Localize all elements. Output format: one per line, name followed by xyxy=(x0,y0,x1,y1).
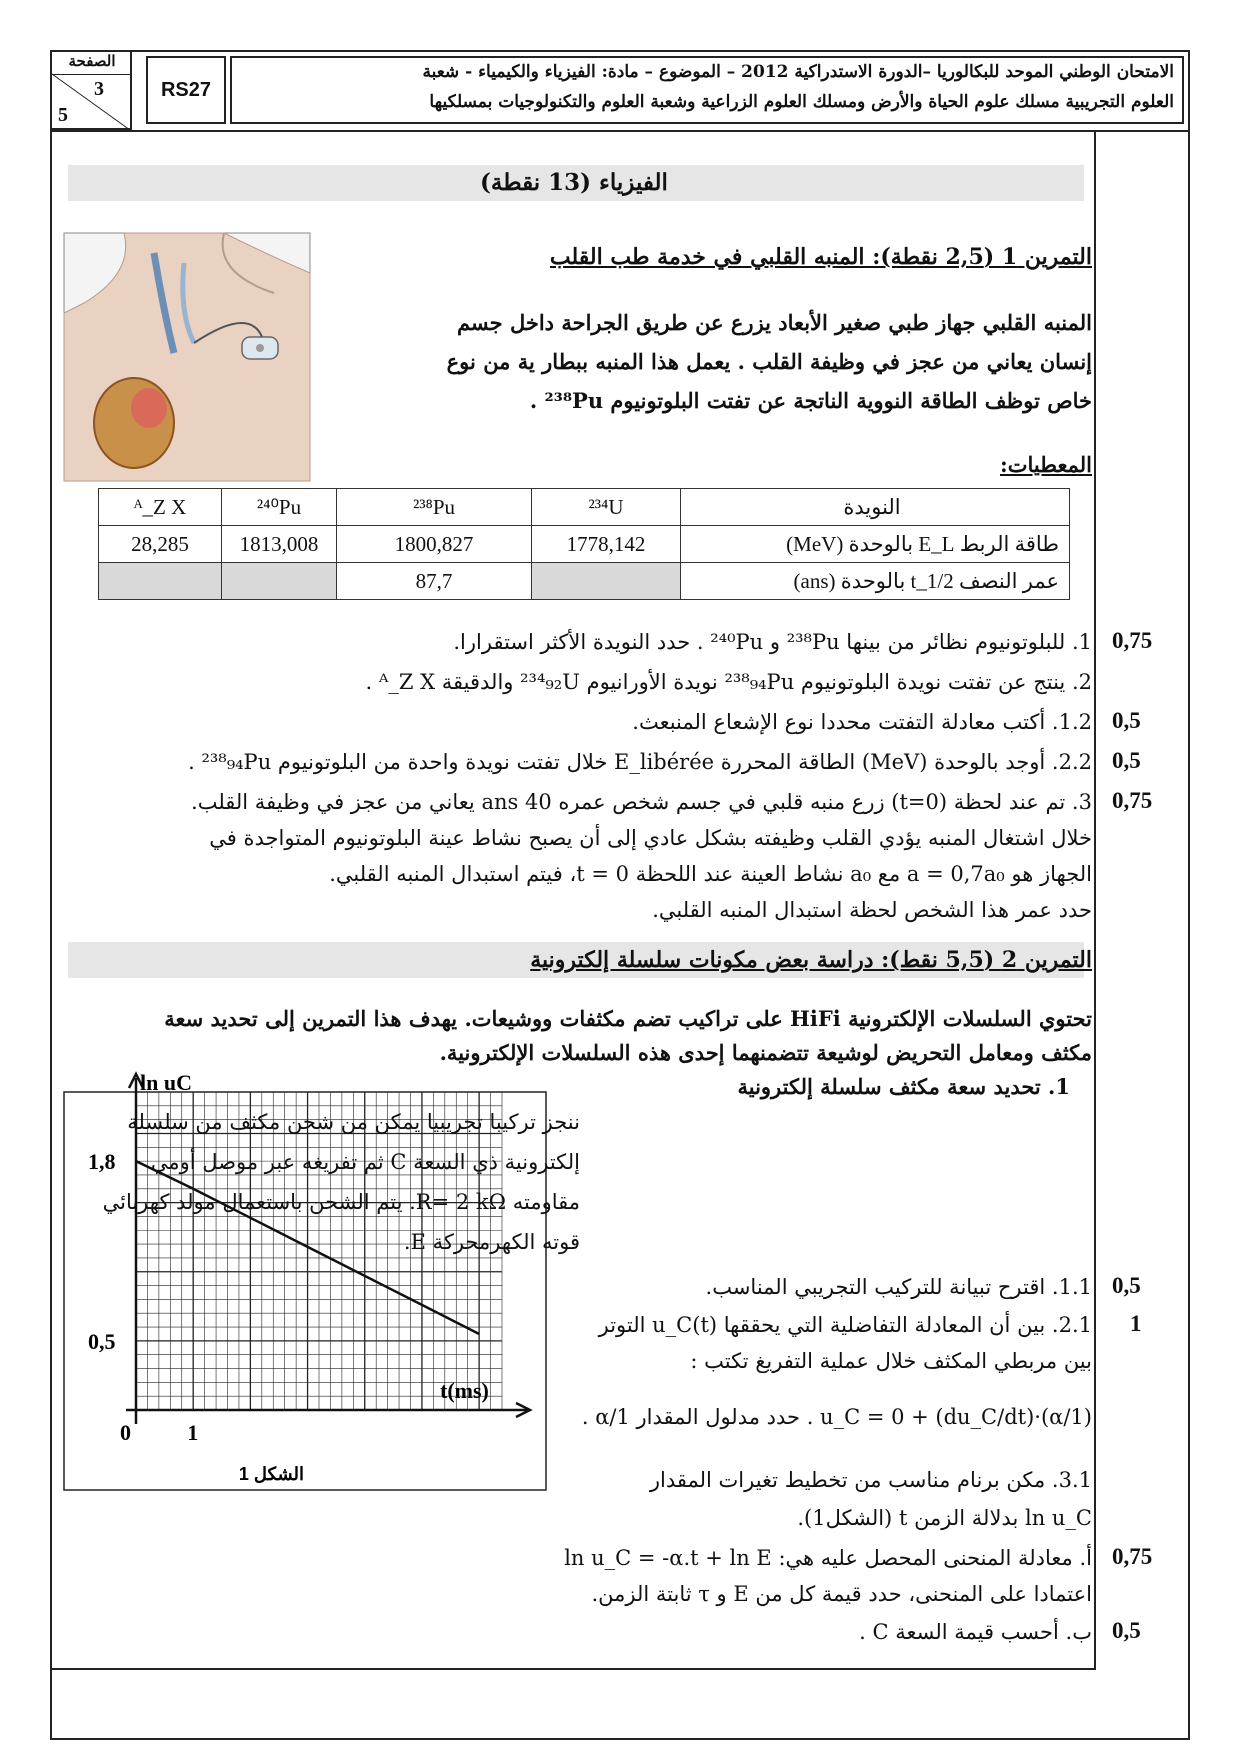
ex1-q3-3: الجهاز هو a = 0,7a₀ مع a₀ نشاط العينة عند اللحظة t = 0، فيتم استبدال المنبه القلبي. xyxy=(329,862,1092,886)
ex2-q12-3: (1/α)·(du_C/dt) + u_C = 0 . حدد مدلول المقدار 1/α . xyxy=(581,1405,1092,1429)
x-axis-label: t(ms) xyxy=(440,1378,489,1403)
page-number-box xyxy=(50,50,132,130)
ex1-intro-3: خاص توظف الطاقة النووية الناتجة عن تفتت البلوتونيوم ²³⁸Pu . xyxy=(529,388,1092,413)
score-qb: 0,5 xyxy=(1112,1618,1141,1643)
y-axis-label: ln uC xyxy=(140,1070,192,1095)
table-cell: 1778,142 xyxy=(532,526,681,563)
ex1-q22: 2.2. أوجد بالوحدة (MeV) الطاقة المحررة E_libérée خلال تفتت نويدة واحدة من البلوتونيوم ²³⁸₉₄Pu . xyxy=(188,750,1092,774)
ex2-q12-1: 2.1. بين أن المعادلة التفاضلية التي يحققها u_C(t) التوتر xyxy=(598,1313,1092,1337)
ex2-part1-text-1: ننجز تركيبا تجريبيا يمكن من شحن مكثف من سلسلة xyxy=(127,1110,580,1134)
ex2-part1-text-2: إلكترونية ذي السعة C ثم تفريغه عبر موصل أومي xyxy=(150,1150,580,1174)
table-row xyxy=(99,563,1070,600)
page-label: الصفحة xyxy=(52,52,132,75)
ex2-qa-1: أ. معادلة المنحنى المحصل عليه هي: ln u_C = -α.t + ln E xyxy=(564,1546,1092,1570)
pacemaker-illustration xyxy=(64,233,310,481)
table-cell: 1800,827 xyxy=(337,526,532,563)
score-q21: 0,5 xyxy=(1112,708,1141,733)
score-q22: 0,5 xyxy=(1112,748,1141,773)
header-line-1: الامتحان الوطني الموحد للبكالوريا –الدورة الاستدراكية 2012 – الموضوع – مادة: الفيزياء والكيمياء - شعبة xyxy=(422,62,1174,82)
ex2-intro-1: تحتوي السلسلات الإلكترونية HiFi على تراكيب تضم مكثفات ووشيعات. يهدف هذا التمرين إلى تحديد سعة xyxy=(164,1006,1092,1031)
bottom-rule xyxy=(50,1668,1096,1670)
table-cell xyxy=(532,563,681,600)
table-cell: ²³⁸Pu xyxy=(337,489,532,526)
score-q1: 0,75 xyxy=(1112,628,1153,653)
ex2-q13-2: ln u_C بدلالة الزمن t (الشكل1). xyxy=(797,1506,1092,1530)
figure-caption: الشكل 1 xyxy=(238,1464,304,1484)
ex1-intro-1: المنبه القلبي جهاز طبي صغير الأبعاد يزرع عن طريق الجراحة داخل جسم xyxy=(456,310,1092,335)
table-cell: ᴬ_Z X xyxy=(99,489,222,526)
table-cell: النويدة xyxy=(681,489,1070,526)
data-label: المعطيات: xyxy=(1000,452,1092,477)
ex2-q12-2: بين مربطي المكثف خلال عملية التفريغ تكتب : xyxy=(690,1349,1092,1373)
ex2-q13-1: 3.1. مكن برنام مناسب من تخطيط تغيرات المقدار xyxy=(649,1468,1092,1492)
ex1-q3-4: حدد عمر هذا الشخص لحظة استبدال المنبه القلبي. xyxy=(652,898,1092,922)
table-cell: ²³⁴U xyxy=(532,489,681,526)
x-tick-label: 0 xyxy=(120,1420,131,1445)
ex2-q11: 1.1. اقترح تبيانة للتركيب التجريبي المناسب. xyxy=(705,1275,1092,1299)
ex2-qa-2: اعتمادا على المنحنى، حدد قيمة كل من E و τ ثابتة الزمن. xyxy=(591,1582,1092,1606)
ex2-part1-text-3: مقاومته R= 2 kΩ. يتم الشحن باستعمال مولد كهربائي xyxy=(102,1190,580,1214)
header-rule xyxy=(50,130,1190,132)
table-row xyxy=(99,526,1070,563)
table-cell: 1813,008 xyxy=(222,526,337,563)
code-box xyxy=(146,56,226,124)
table-cell xyxy=(222,563,337,600)
ex1-q3-1: 3. تم عند لحظة (t=0) زرع منبه قلبي في جسم شخص عمره 40 ans يعاني من عجز في وظيفة القلب. xyxy=(191,790,1092,814)
ex1-q1: 1. للبلوتونيوم نظائر من بينها ²³⁸Pu و ²⁴⁰Pu . حدد النويدة الأكثر استقرارا. xyxy=(453,630,1092,654)
ex1-intro-2: إنسان يعاني من عجز في وظيفة القلب . يعمل هذا المنبه ببطار ية من نوع xyxy=(446,349,1092,374)
ex2-intro-2: مكثف ومعامل التحريض لوشيعة تتضمنهما إحدى هذه السلسلات الإلكترونية. xyxy=(439,1040,1092,1065)
ex1-q2: 2. ينتج عن تفتت نويدة البلوتونيوم ²³⁸₉₄Pu نويدة الأورانيوم ²³⁴₉₂U والدقيقة ᴬ_Z X . xyxy=(365,670,1092,694)
exam-code: RS27 xyxy=(160,79,212,101)
score-q12: 1 xyxy=(1130,1311,1142,1336)
ex2-title: التمرين 2 (5,5 نقط): دراسة بعض مكونات سلسلة إلكترونية xyxy=(530,947,1092,973)
ex2-part1-text-4: قوته الكهرمحركة E. xyxy=(403,1230,580,1254)
score-q11: 0,5 xyxy=(1112,1273,1141,1298)
table-row xyxy=(99,489,1070,526)
table-cell: ²⁴⁰Pu xyxy=(222,489,337,526)
table-cell xyxy=(99,563,222,600)
table-cell: طاقة الربط E_L بالوحدة (MeV) xyxy=(681,526,1070,563)
section-title: الفيزياء (13 نقطة) xyxy=(480,169,668,196)
y-tick-label: 0,5 xyxy=(88,1328,116,1354)
page-current: 3 xyxy=(94,78,104,100)
table-cell: 87,7 xyxy=(337,563,532,600)
ex2-qb: ب. أحسب قيمة السعة C . xyxy=(859,1620,1092,1644)
score-qa: 0,75 xyxy=(1112,1544,1153,1569)
table-cell: 28,285 xyxy=(99,526,222,563)
score-q3: 0,75 xyxy=(1112,788,1153,813)
x-tick-label: 1 xyxy=(187,1420,199,1445)
ex1-title: التمرين 1 (2,5 نقطة): المنبه القلبي في خدمة طب القلب xyxy=(549,244,1092,270)
page-total: 5 xyxy=(58,104,68,126)
data-table xyxy=(98,488,1070,600)
ex2-part1-title: 1. تحديد سعة مكثف سلسلة إلكترونية xyxy=(737,1074,1070,1099)
ex1-q21: 1.2. أكتب معادلة التفتت محددا نوع الإشعاع المنبعث. xyxy=(632,710,1092,734)
header-line-2: العلوم التجريبية مسلك علوم الحياة والأرض ومسلك العلوم الزراعية وشعبة العلوم والتكنولوجيات بمسلكيها xyxy=(429,92,1174,112)
y-tick-label: 1,8 xyxy=(88,1149,116,1175)
table-cell: عمر النصف t_1/2 بالوحدة (ans) xyxy=(681,563,1070,600)
title-box xyxy=(230,56,1184,124)
ex1-q3-2: خلال اشتغال المنبه يؤدي القلب وظيفته بشكل عادي إلى أن يصبح نشاط عينة البلوتونيوم المتواجدة في xyxy=(209,826,1092,850)
